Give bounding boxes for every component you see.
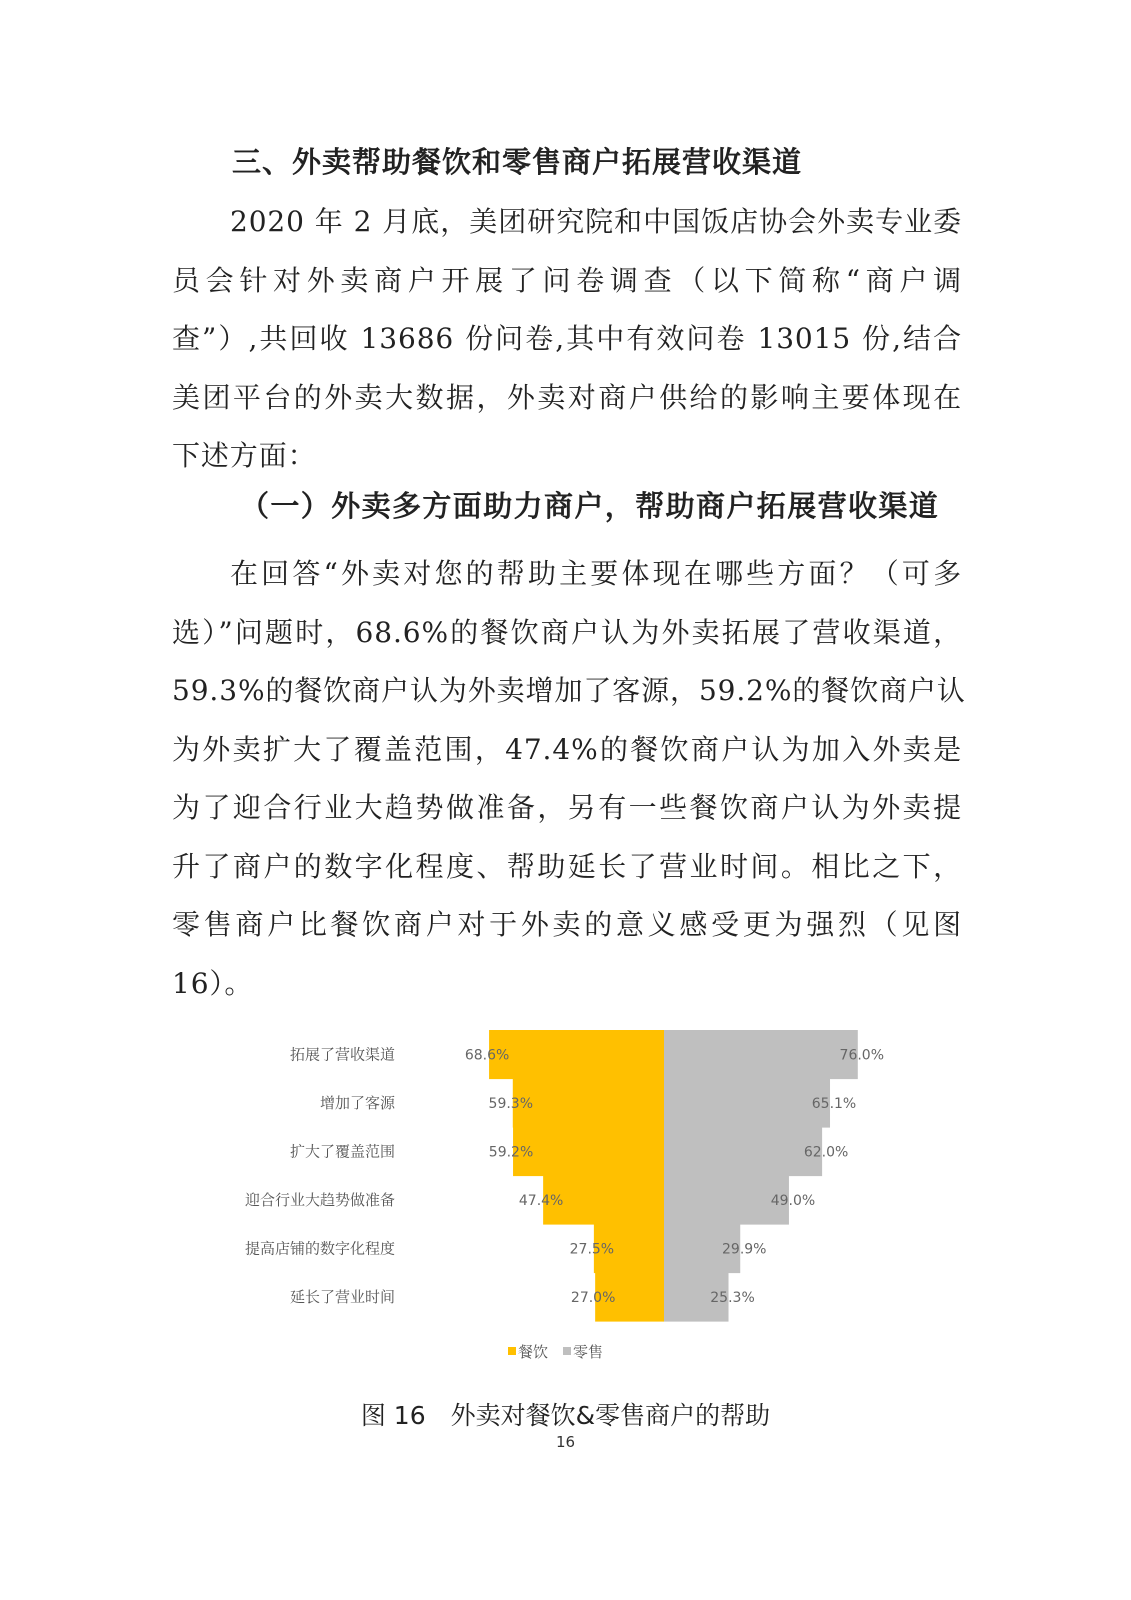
category-label: 迎合行业大趋势做准备 [244,1190,395,1209]
figure-caption: 图 16 外卖对餐饮&零售商户的帮助 [360,1401,771,1430]
food-value-label: 68.6% [464,1047,510,1064]
retail-value-label: 65.1% [811,1095,857,1112]
paragraph-line: 选）”问题时，68.6%的餐饮商户认为外卖拓展了营收渠道， [172,615,962,649]
paragraph-line: 在回答“外卖对您的帮助主要体现在哪些方面？（可多 [230,557,962,590]
food-bar [489,1030,664,1079]
retail-value-label: 29.9% [722,1241,767,1258]
paragraph-findings [172,545,966,1013]
category-label: 扩大了覆盖范围 [289,1142,395,1161]
food-value-label: 27.0% [570,1289,616,1306]
food-value-label: 47.4% [518,1192,564,1209]
category-label: 拓展了营收渠道 [289,1045,395,1064]
legend-swatch-food [508,1347,516,1355]
paragraph-line: 升了商户的数字化程度、帮助延长了营业时间。相比之下， [172,849,962,883]
section-title: 三、外卖帮助餐饮和零售商户拓展营收渠道 [232,145,803,179]
food-value-label: 59.2% [488,1144,534,1161]
retail-value-label: 62.0% [803,1144,849,1161]
retail-bar [664,1030,858,1079]
paragraph-line: 查”）,共回收 13686 份问卷,其中有效问卷 13015 份,结合 [172,322,962,355]
paragraph-line: 为了迎合行业大趋势做准备，另有一些餐饮商户认为外卖提 [172,791,962,824]
legend-label-retail: 零售 [573,1343,604,1361]
paragraph-line: 零售商户比餐饮商户对于外卖的意义感受更为强烈（见图 [172,908,962,941]
retail-bar [664,1079,830,1128]
page-number: 16 [555,1433,576,1451]
retail-value-label: 76.0% [839,1047,885,1064]
category-label: 提高店铺的数字化程度 [244,1239,395,1258]
paragraph-intro [172,193,962,486]
legend-swatch-retail [563,1347,571,1355]
category-label: 增加了客源 [319,1093,395,1112]
food-bar [513,1127,664,1176]
subsection-title: （一）外卖多方面助力商户，帮助商户拓展营收渠道 [240,489,940,523]
legend-label-food: 餐饮 [518,1343,549,1361]
category-label: 延长了营业时间 [289,1287,395,1306]
paragraph-line: 16）。 [172,966,254,1000]
paragraph-line: 员会针对外卖商户开展了问卷调查（以下简称“商户调 [172,263,962,297]
retail-value-label: 25.3% [710,1289,755,1306]
retail-value-label: 49.0% [770,1192,816,1209]
paragraph-line: 美团平台的外卖大数据，外卖对商户供给的影响主要体现在 [172,380,962,414]
food-value-label: 27.5% [569,1241,615,1258]
food-value-label: 59.3% [488,1095,534,1112]
paragraph-line: 59.3%的餐饮商户认为外卖增加了客源，59.2%的餐饮商户认 [172,674,966,707]
paragraph-line: 下述方面： [172,439,317,472]
retail-bar [664,1127,822,1176]
help-comparison-chart [200,1025,980,1375]
paragraph-line: 2020 年 2 月底，美团研究院和中国饭店协会外卖专业委 [230,205,962,238]
paragraph-line: 为外卖扩大了覆盖范围，47.4%的餐饮商户认为加入外卖是 [172,732,962,766]
food-bar [513,1079,664,1128]
